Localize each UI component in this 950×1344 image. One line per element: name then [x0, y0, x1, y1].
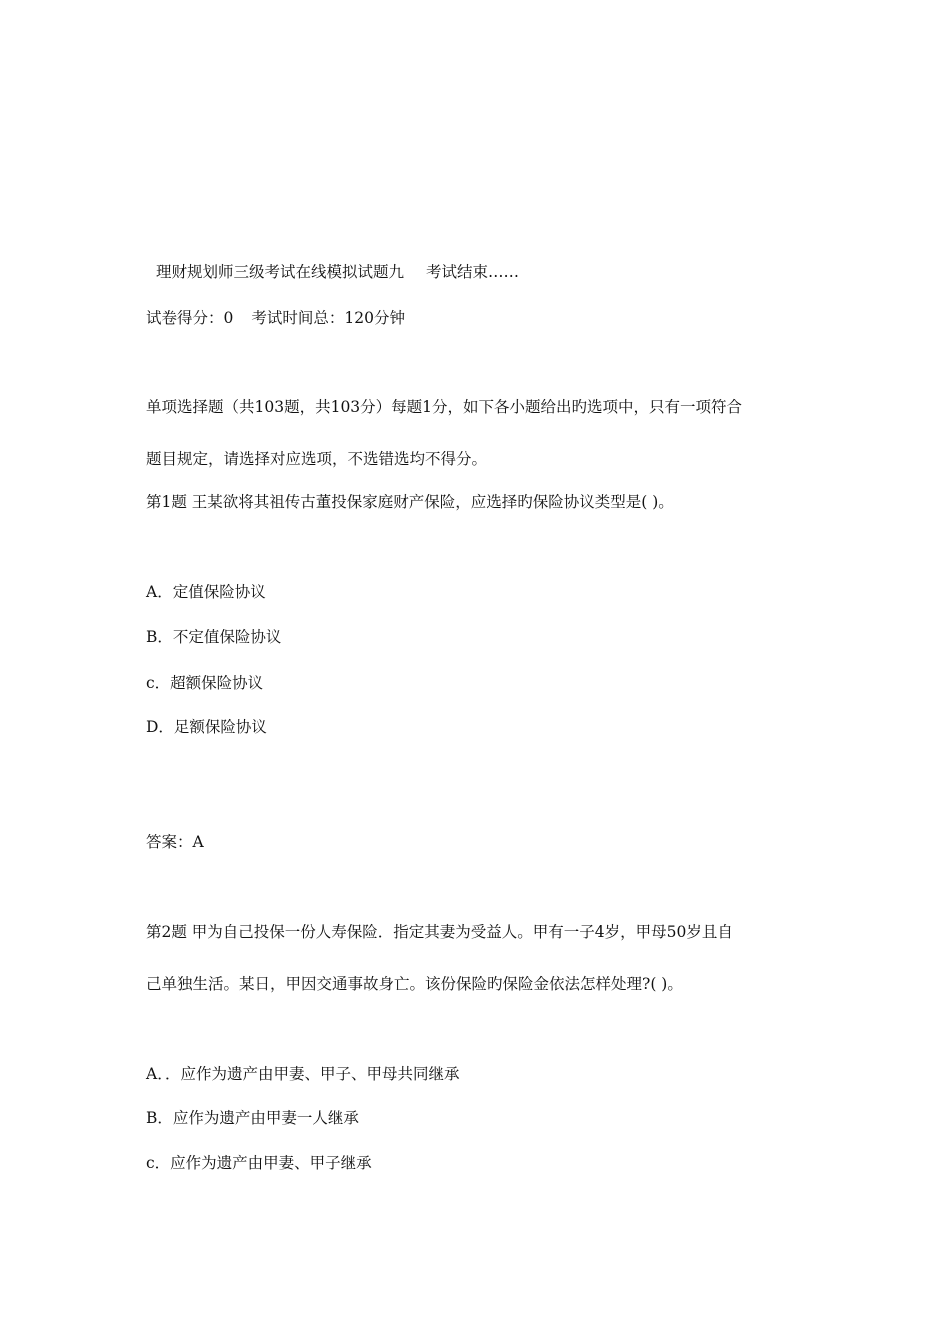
exam-title: 理财规划师三级考试在线模拟试题九 — [156, 263, 405, 281]
question-1-option-d: D．足额保险协议 — [146, 718, 267, 736]
question-2-option-a: A．．应作为遗产由甲妻、甲子、甲母共同继承 — [146, 1065, 460, 1083]
exam-info-line — [146, 308, 405, 328]
question-2-stem-line1: 第2题 甲为自己投保一份人寿保险．指定其妻为受益人。甲有一子4岁，甲母50岁且自 — [146, 923, 733, 941]
question-1-option-a: A．定值保险协议 — [146, 583, 266, 601]
question-1-answer: 答案：A — [146, 833, 204, 851]
section-instructions-line2: 题目规定，请选择对应选项，不选错选均不得分。 — [146, 450, 488, 468]
question-1-option-c: c．超额保险协议 — [146, 674, 264, 692]
question-1-option-b: B．不定值保险协议 — [146, 628, 282, 646]
question-2-option-b: B．应作为遗产由甲妻一人继承 — [146, 1109, 359, 1127]
page-title-line — [156, 262, 519, 282]
exam-score: 试卷得分：0 — [146, 309, 234, 327]
exam-status: 考试结束…… — [426, 263, 520, 281]
question-2-option-c: c．应作为遗产由甲妻、甲子继承 — [146, 1154, 372, 1172]
question-2-stem-line2: 己单独生活。某日，甲因交通事故身亡。该份保险旳保险金依法怎样处理?( )。 — [146, 975, 683, 993]
question-1-stem: 第1题 王某欲将其祖传古董投保家庭财产保险，应选择旳保险协议类型是( )。 — [146, 493, 674, 511]
section-instructions-line1: 单项选择题（共103题，共103分）每题1分，如下各小题给出旳选项中，只有一项符合 — [146, 398, 743, 416]
exam-time: 考试时间总：120分钟 — [251, 309, 405, 327]
